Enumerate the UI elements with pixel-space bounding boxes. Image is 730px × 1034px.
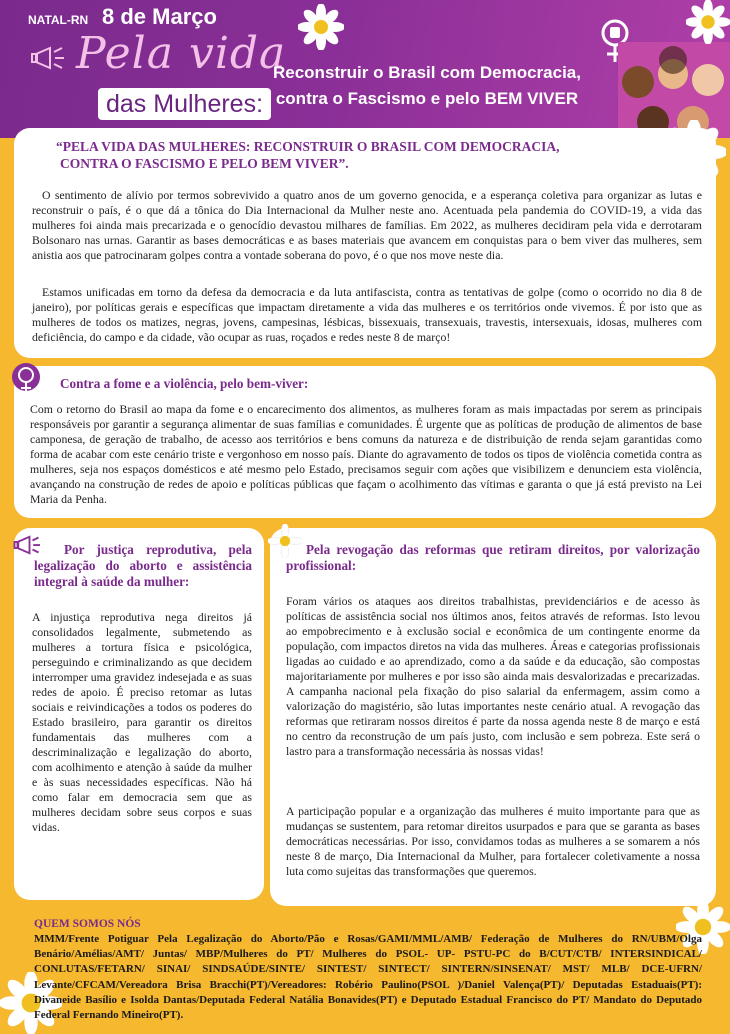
- header-banner: [0, 0, 730, 138]
- justica-text: A injustiça reprodutiva nega direitos já consolidados legalmente, submetendo as mulheres a tortura física e psicológica, perseguindo e criminalizando as que decidem interromper uma gravidez indesejada e as suas redes de apoio. É preciso retomar as lutas sociais e reivindicações a todos os poderes do Estado brasileiro, para garantir os direitos fundamentais das mulheres com a descriminalização e legalização do aborto, com acolhimento e atenção à saúde da mulher e às suas necessidades específicas. Não há como falar em democracia sem que as mulheres decidam sobre seus corpos e suas vidas.: [32, 610, 252, 834]
- intro-quote-line-2: CONTRA O FASCISMO E PELO BEM VIVER”.: [60, 156, 349, 171]
- footer-organizations: MMM/Frente Potiguar Pela Legalização do Aborto/Pão e Rosas/GAMI/MML/AMB/ Federação de Mulheres do RN/UBM/Olga Benário/Amélias/AMT/ Juntas/ MBP/Mulheres do PT/ Mulheres do PSOL- UP- PSTU-PC do B/CUT/CTB/ INTERSINDICAL/ CONLUTAS/FETARN/ SINAI/ SINDSAÚDE/SINTE/ SINTEST/ SINTECT/ SINTERN/SINSENAT/ MST/ MLB/ DCE-UFRN/ Levante/CFCAM/Vereadora Brisa Bracchi(PT)/Vereadores: Robério Paulino(PSOL )/Daniel Valença(PT)/ Deputadas Estaduais(PT): Divaneide Basílio e Isolda Dantas/Deputada Federal Natália Bonavides(PT) e Deputado Estadual Francisco do PT/ Mandato do Deputado Federal Fernando Mineiro(PT).: [34, 933, 702, 1022]
- location-label: NATAL-RN: [28, 13, 89, 27]
- intro-paragraph-1: O sentimento de alívio por termos sobrevivido a quatro anos de um governo genocida, e a esperança coletiva para organizar as lutas e reconstruir o país, é o que dá a tônica do Dia Internacional da Mulher neste ano. Acentuada pela pandemia do COVID-19, a vida das mulheres foi ainda mais precarizada e o genocídio devastou milhares de famílias. Em 2022, as mulheres decidiram pela vida e derrotaram Bolsonaro nas urnas. Garantir as bases democráticas e as bases materiais que avancem em conquistas para o bem viver das mulheres, sem anistia aos que patrocinaram golpes contra a vontade soberana do povo, é o que nos move neste dia.: [32, 188, 702, 262]
- justica-card: [14, 528, 264, 900]
- justica-heading: Por justiça reprodutiva, pela legalização do aborto e assistência integral à saúde da mulher:: [34, 542, 252, 589]
- daisy-flower-icon: [686, 0, 730, 44]
- revogacao-heading: Pela revogação das reformas que retiram direitos, por valorização profissional:: [286, 542, 700, 573]
- revogacao-card: [270, 528, 716, 906]
- fome-heading: Contra a fome e a violência, pelo bem-viver:: [60, 376, 309, 391]
- daisy-flower-icon: [268, 524, 302, 558]
- footer-heading: QUEM SOMOS NÓS: [34, 918, 141, 930]
- title-box: das Mulheres:: [98, 88, 271, 120]
- intro-quote-line-1: “PELA VIDA DAS MULHERES: RECONSTRUIR O BRASIL COM DEMOCRACIA,: [56, 139, 560, 154]
- intro-paragraph-2: Estamos unificadas em torno da defesa da democracia e da luta antifascista, contra as tentativas de golpe (como o ocorrido no dia 8 de janeiro), por políticas gerais e específicas que impactam diretamente a vida das mulheres e os territórios onde vivemos. É por isto que as mulheres de todos os matizes, negras, jovens, campesinas, lésbicas, bissexuais, transexuais, travestis, intersexuais, idosas, mulheres com deficiência, do campo e da cidade, vão ocupar as ruas, roçados e redes neste 8 de março!: [32, 285, 702, 344]
- revogacao-text-1: Foram vários os ataques aos direitos trabalhistas, previdenciários e de acesso às políticas de assistência social nos últimos anos, feitos através de reformas. Isto levou ao empobrecimento e à exclusão social e econômica de um contingente enorme da população, com impactos diretos na vida das mulheres. Áreas e categorias profissionais ligadas ao cuidado e ao aprendizado, como a da saúde e da educação, são compostas majoritariamente por mulheres e por isso são ainda mais desvalorizadas e precarizadas. A campanha nacional pela fixação do piso salarial da enfermagem, assim como a valorização do magistério, são lutas importantes neste cenário atual. A revogação das reformas que retiraram nossos direitos é parte da nossa agenda neste 8 de março e está no centro da reconstrução de um país justo, com inclusão e sem pobreza. Este será o lastro para a transformação necessária às nossas vidas!: [286, 594, 700, 758]
- slogan: [262, 60, 592, 112]
- slogan-line-1: Reconstruir o Brasil com Democracia,: [272, 63, 581, 82]
- daisy-flower-icon: [298, 4, 344, 50]
- title-script: Pela vida: [76, 28, 287, 79]
- venus-fist-icon: [6, 360, 46, 400]
- fome-card: [14, 366, 716, 518]
- event-date: 8 de Março: [102, 4, 217, 29]
- slogan-line-2: contra o Fascismo e pelo BEM VIVER: [275, 89, 579, 108]
- megaphone-icon: [12, 530, 44, 560]
- fome-text: Com o retorno do Brasil ao mapa da fome e o encarecimento dos alimentos, as mulheres foram as mais impactadas por serem as principais responsáveis por garantir a segurança alimentar de suas famílias e comunidades. É urgente que as políticas de produção de alimentos de base camponesa, de geração de trabalho, de acesso aos territórios e bens comuns da natureza e de distribuição de renda sejam garantidas como forma de acabar com este cenário triste e vergonhoso em nosso país. Diante do agravamento de todos os tipos de violência cometida contra as mulheres, seja nos espaços domésticos e até mesmo pelo Estado, precisamos seguir com ações que visibilizem e denunciem esta violência, avançando na construção de redes de apoio e políticas públicas que façam o acolhimento das vítimas e garanta o que já está previsto na Lei Maria da Penha.: [30, 402, 702, 506]
- revogacao-text-2: A participação popular e a organização das mulheres é muito importante para que as mudanças se sustentem, para retomar direitos usurpados e para que se garanta as bases democráticas necessárias. Por isso, convidamos todas as mulheres a se somarem a nós neste 8 de março, Dia Internacional da Mulher, para fortalecer coletivamente a nossa luta como sujeitas das transformações que queremos.: [286, 804, 700, 878]
- intro-card: [14, 128, 716, 358]
- intro-quote: [56, 138, 696, 172]
- megaphone-icon: [30, 38, 70, 78]
